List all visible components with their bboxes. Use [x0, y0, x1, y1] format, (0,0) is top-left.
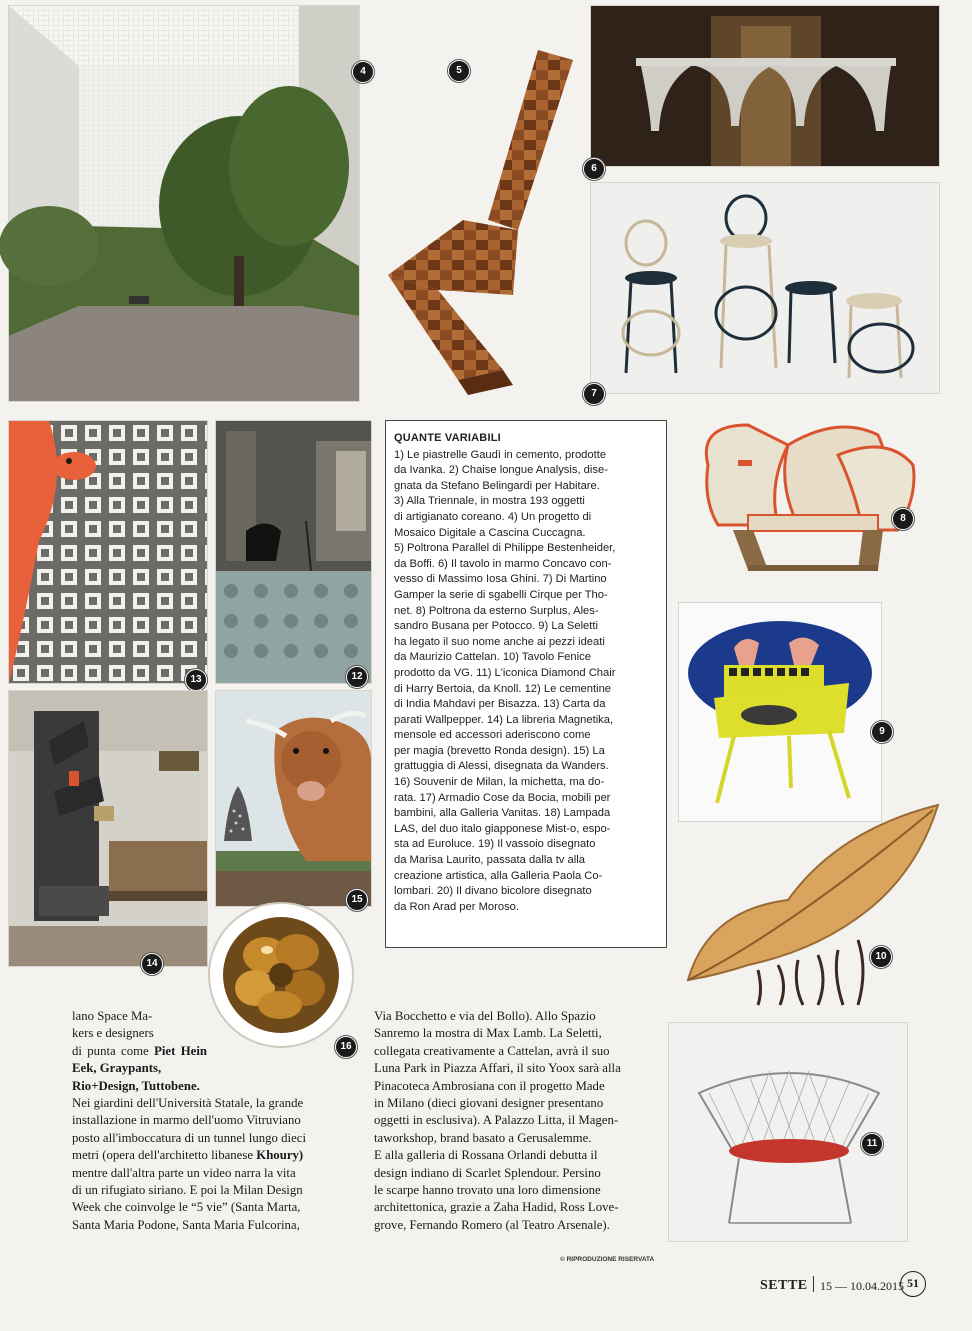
- badge-7: 7: [583, 383, 605, 405]
- magazine-name: SETTE: [760, 1278, 808, 1293]
- caption-line: da Marisa Laurito, passata dalla tv alla: [394, 854, 585, 867]
- photo-marble-table: [590, 5, 940, 174]
- caption-title: QUANTE VARIABILI: [394, 432, 501, 444]
- text-line: di punta come: [72, 1043, 149, 1058]
- caption-line: di Harry Bertoia, da Knoll. 12) Le cementine: [394, 682, 612, 695]
- text-line: Luna Park in Piazza Affari, il sito Yoox sarà alla: [374, 1061, 621, 1076]
- caption-line: lombari. 20) Il divano bicolore disegnato: [394, 885, 592, 898]
- caption-line: parati Wallpepper. 14) La libreria Magnetika,: [394, 713, 614, 726]
- text-line: metri (opera dell'architetto libanese: [72, 1148, 254, 1163]
- text-line: taworkshop, brand basato a Gerusalemme.: [374, 1130, 592, 1145]
- caption-line: 16) Souvenir de Milan, la michetta, ma do-: [394, 776, 605, 789]
- text-line: di un rifugiato siriano. E poi la Milan Design: [72, 1183, 303, 1198]
- caption-line: rata. 17) Armadio Cose da Bocia, mobili per: [394, 791, 611, 804]
- photo-diamond-chair: [668, 1022, 908, 1242]
- caption-line: mensole ed accessori aderiscono come: [394, 729, 591, 742]
- photo-mosaic-room: [8, 5, 366, 402]
- badge-8: 8: [892, 508, 914, 530]
- badge-6: 6: [583, 158, 605, 180]
- photo-cirque-stools: [590, 182, 940, 399]
- caption-line: vesso di Massimo Iosa Ghini. 7) Di Martino: [394, 573, 607, 586]
- badge-16: 16: [335, 1036, 357, 1058]
- photo-wallpaper: [8, 420, 208, 684]
- caption-line: creazione artistica, alla Galleria Paola Co-: [394, 869, 603, 882]
- badge-15: 15: [346, 889, 368, 911]
- badge-13: 13: [185, 669, 207, 691]
- photo-cattelan-piece: [678, 602, 885, 822]
- caption-line: da Boffi. 6) Il tavolo in marmo Concavo con-: [394, 557, 612, 570]
- caption-line: Mosaico Digitale a Cascina Cuccagna.: [394, 526, 586, 539]
- caption-line: 1) Le piastrelle Gaudì in cemento, prodotte: [394, 448, 607, 461]
- text-line: posto all'imboccatura di un tunnel lungo dieci: [72, 1130, 307, 1145]
- text-line: E alla galleria di Rossana Orlandi debutta il: [374, 1148, 598, 1163]
- caption-line: 5) Poltrona Parallel di Philippe Bestenheider,: [394, 542, 616, 555]
- page-number-text: 51: [907, 1276, 919, 1290]
- photo-bookshelf: [8, 690, 208, 967]
- text-line: Santa Maria Podone, Santa Maria Fulcorina,: [72, 1217, 300, 1232]
- caption-line: di artigianato coreano. 4) Un progetto di: [394, 510, 592, 523]
- badge-10: 10: [870, 946, 892, 968]
- text-line: oggetti in esclusiva). A Palazzo Litta, il Magen-: [374, 1113, 619, 1128]
- caption-line: prodotto da VG. 11) L'iconica Diamond Chair: [394, 666, 616, 679]
- bold-name-khoury: Khoury): [256, 1148, 304, 1163]
- caption-line: da Ron Arad per Moroso.: [394, 900, 519, 913]
- article-col-2: [374, 1008, 660, 1234]
- badge-11: 11: [861, 1133, 883, 1155]
- photo-leaf-table: [668, 800, 948, 1010]
- badge-5: 5: [448, 60, 470, 82]
- text-line: grove, Fernando Romero (al Teatro Arsenale).: [374, 1217, 610, 1232]
- article-col-1: [72, 1008, 354, 1234]
- bold-names: Rio+Design, Tuttobene.: [72, 1078, 200, 1093]
- photo-tiled-floor: [215, 420, 372, 684]
- page-number-circle: [900, 1271, 926, 1297]
- caption-line: sandro Busana per Potocco. 9) La Seletti: [394, 620, 598, 633]
- caption-box: [385, 420, 667, 948]
- text-line: Nei giardini dell'Università Statale, la grande: [72, 1096, 304, 1111]
- caption-line: per magia (brevetto Ronda design). 15) La: [394, 744, 605, 757]
- caption-line: da Maurizio Cattelan. 10) Tavolo Fenice: [394, 651, 591, 664]
- text-line: architettonica, grazie a Zaha Hadid, Ross Love-: [374, 1200, 619, 1215]
- caption-line: ha legato il suo nome anche ai pezzi ideati: [394, 635, 605, 648]
- badge-4: 4: [352, 61, 374, 83]
- caption-line: sta ad Euroluce. 19) Il vassoio disegnato: [394, 838, 596, 851]
- text-line: kers e designers: [72, 1026, 154, 1041]
- footer-separator: [813, 1276, 814, 1292]
- caption-line: 3) Alla Triennale, in mostra 193 oggetti: [394, 495, 585, 508]
- text-line: in Milano (dieci giovani designer presentano: [374, 1096, 604, 1111]
- caption-line: bambini, alla Galleria Vanitas. 18) Lampada: [394, 807, 611, 820]
- caption-line: gnata da Stefano Belingardi per Habitare.: [394, 479, 600, 492]
- badge-14: 14: [141, 953, 163, 975]
- caption-line: da Ivanka. 2) Chaise longue Analysis, dise-: [394, 464, 608, 477]
- col1-intro: [72, 1008, 207, 1095]
- text-line: mentre dall'altra parte un video narra la vita: [72, 1165, 296, 1180]
- caption-line: Gamper la serie di sgabelli Cirque per Tho-: [394, 588, 608, 601]
- text-line: le scarpe hanno trovato una loro dimensione: [374, 1183, 601, 1198]
- caption-line: grattuggia di Alessi, disegnata da Wanders.: [394, 760, 609, 773]
- text-line: Pinacoteca Ambrosiana con il progetto Made: [374, 1078, 605, 1093]
- caption-line: di India Mahdavi per Bisazza. 13) Carta da: [394, 698, 606, 711]
- text-line: installazione in marmo dell'uomo Vitruviano: [72, 1113, 301, 1128]
- text-line: Sanremo la mostra di Max Lamb. La Seletti,: [374, 1026, 602, 1041]
- col1-body: [72, 1095, 354, 1234]
- photo-woven-chaise: [368, 40, 588, 400]
- copyright-credit: © RIPRODUZIONE RISERVATA: [560, 1256, 655, 1263]
- bold-names: Piet Hein Eek, Graypants,: [72, 1043, 207, 1076]
- issue-date: 15 — 10.04.2015: [820, 1279, 904, 1293]
- photo-armchair: [678, 405, 928, 585]
- text-line: lano Space Ma-: [72, 1009, 153, 1023]
- caption-lines: [394, 448, 658, 916]
- caption-line: LAS, del duo italo giapponese Mist-o, espo-: [394, 822, 611, 835]
- caption-line: net. 8) Poltrona da esterno Surplus, Ales-: [394, 604, 599, 617]
- photo-cow-grater: [215, 690, 372, 907]
- text-line: Week che coinvolge le “5 vie” (Santa Marta,: [72, 1200, 301, 1215]
- text-line: design indiano di Scarlet Splendour. Persino: [374, 1165, 601, 1180]
- text-line: collegata creativamente a Cattelan, avrà il suo: [374, 1043, 610, 1058]
- text-line: Via Bocchetto e via del Bollo). Allo Spazio: [374, 1009, 596, 1023]
- badge-12: 12: [346, 666, 368, 688]
- badge-9: 9: [871, 721, 893, 743]
